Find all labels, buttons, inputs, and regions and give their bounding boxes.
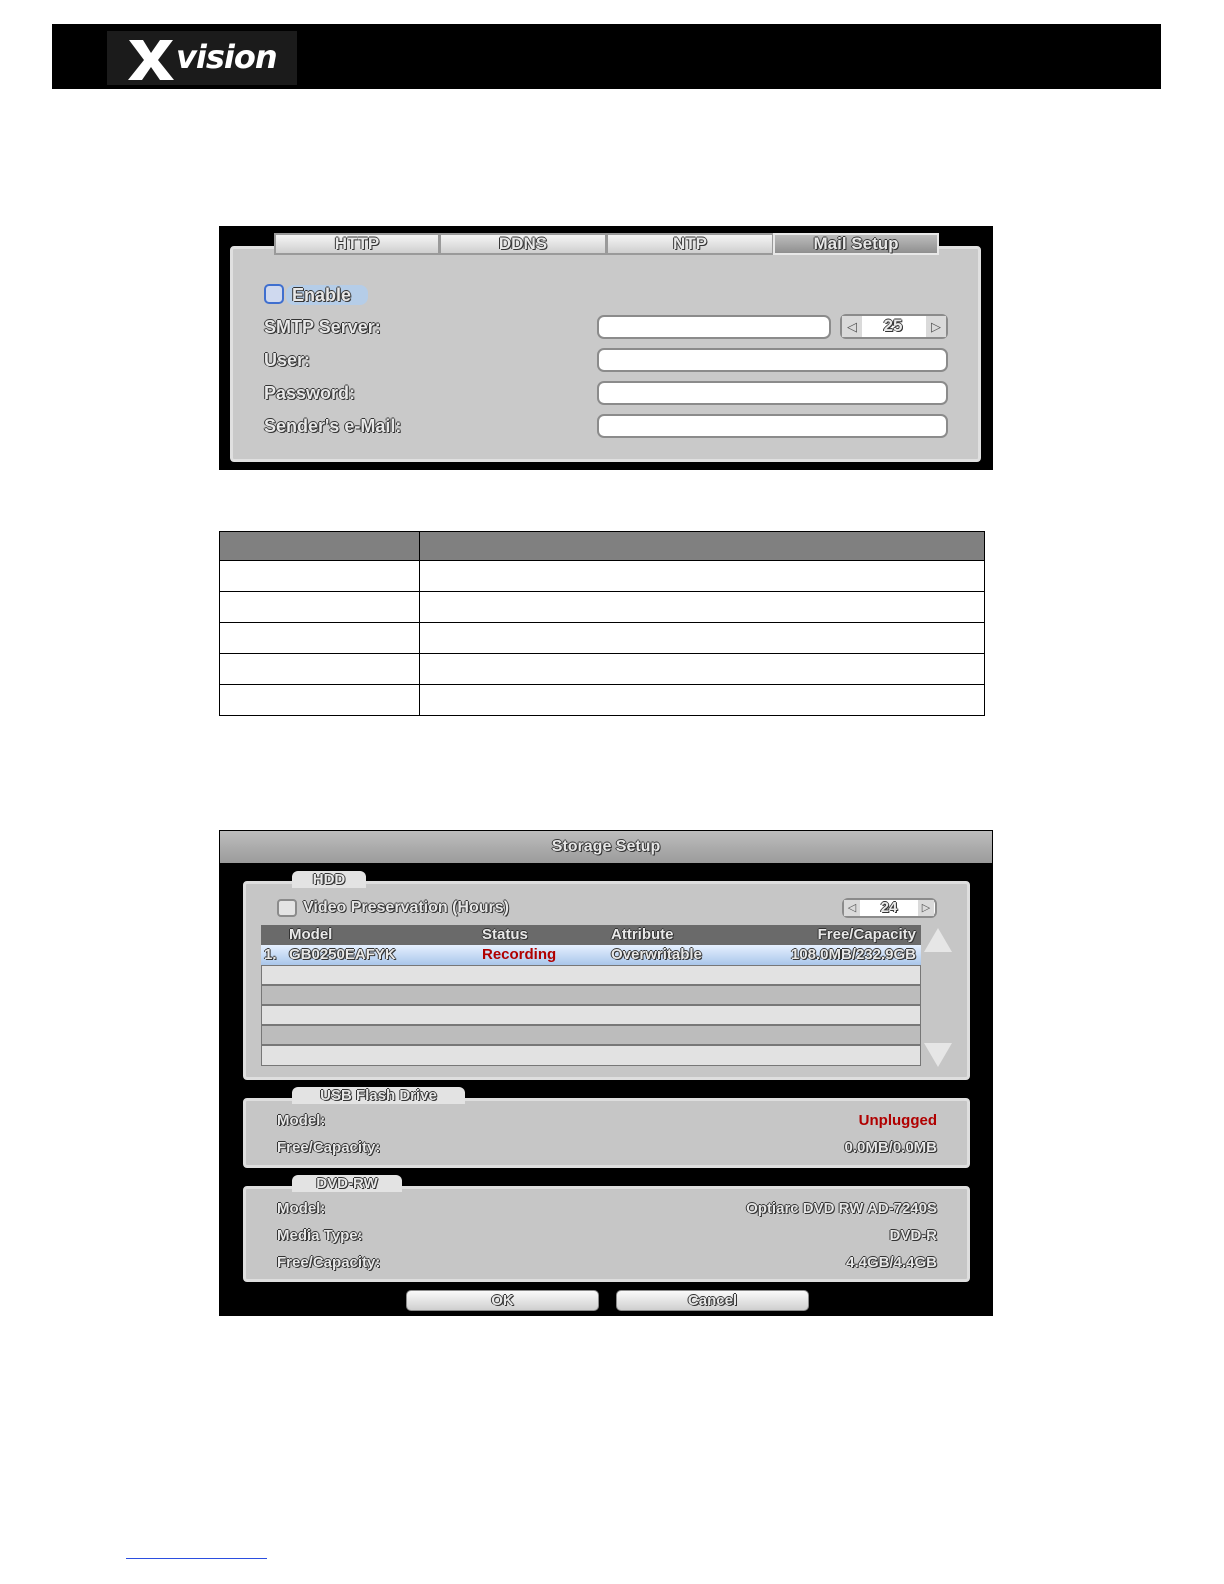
enable-checkbox[interactable] xyxy=(264,284,284,304)
table-row xyxy=(220,654,985,685)
hdd-row-index: 1. xyxy=(264,946,277,963)
list-item[interactable] xyxy=(261,985,921,1005)
enable-label: Enable xyxy=(292,285,352,305)
list-item[interactable] xyxy=(261,1025,921,1045)
table-cell xyxy=(220,561,420,592)
table-cell xyxy=(420,592,985,623)
hdd-row-model: GB0250EAFYK xyxy=(289,946,396,963)
cancel-button[interactable]: Cancel xyxy=(616,1290,809,1311)
scroll-up-icon[interactable] xyxy=(924,928,952,952)
table-row xyxy=(220,623,985,654)
tab-ntp[interactable]: NTP xyxy=(606,233,774,255)
dvd-model-label: Model: xyxy=(277,1200,326,1217)
list-item[interactable] xyxy=(261,1005,921,1025)
video-preservation-label: Video Preservation (Hours) xyxy=(303,899,509,916)
table-row xyxy=(220,685,985,716)
port-increment-icon[interactable]: ▷ xyxy=(926,316,946,337)
list-item[interactable] xyxy=(261,965,921,985)
usb-free-label: Free/Capacity: xyxy=(277,1139,381,1156)
smtp-server-field[interactable] xyxy=(597,315,831,339)
dvd-group-label: DVD-RW xyxy=(292,1175,402,1192)
usb-group-label: USB Flash Drive xyxy=(292,1087,465,1104)
table-cell xyxy=(420,654,985,685)
usb-free-value: 0.0MB/0.0MB xyxy=(844,1139,937,1156)
tab-ddns[interactable]: DDNS xyxy=(439,233,607,255)
preservation-decrement-icon[interactable]: ◁ xyxy=(844,900,860,916)
preservation-increment-icon[interactable]: ▷ xyxy=(918,900,934,916)
smtp-port-value: 25 xyxy=(883,316,903,335)
table-header-cell xyxy=(420,532,985,561)
dvd-free-value: 4.4GB/4.4GB xyxy=(846,1254,937,1271)
dvd-media-label: Media Type: xyxy=(277,1227,363,1244)
storage-setup-title: Storage Setup xyxy=(220,831,992,863)
footer-link-underline xyxy=(126,1558,267,1559)
user-label: User: xyxy=(264,350,311,370)
hdd-row-status: Recording xyxy=(482,946,557,963)
table-cell xyxy=(220,592,420,623)
table-header-row xyxy=(220,532,985,561)
usb-model-label: Model: xyxy=(277,1112,326,1129)
table-cell xyxy=(220,654,420,685)
list-item[interactable] xyxy=(261,1045,921,1066)
brand-logo-text: vision xyxy=(176,38,277,76)
port-decrement-icon[interactable]: ◁ xyxy=(842,316,862,337)
password-field[interactable] xyxy=(597,381,948,405)
hdd-row-attribute: Overwritable xyxy=(611,946,702,963)
table-cell xyxy=(220,623,420,654)
sender-email-field[interactable] xyxy=(597,414,948,438)
settings-table xyxy=(219,531,985,716)
column-header-status: Status xyxy=(482,926,528,943)
smtp-server-label: SMTP Server: xyxy=(264,317,381,337)
tab-http[interactable]: HTTP xyxy=(274,233,440,255)
table-row xyxy=(220,592,985,623)
scroll-down-icon[interactable] xyxy=(924,1043,952,1067)
dvd-model-value: Optiarc DVD RW AD-7240S xyxy=(746,1200,937,1217)
table-cell xyxy=(420,685,985,716)
table-row xyxy=(220,561,985,592)
dvd-free-label: Free/Capacity: xyxy=(277,1254,381,1271)
dvd-media-value: DVD-R xyxy=(889,1227,937,1244)
video-preservation-value: 24 xyxy=(880,899,898,916)
usb-group xyxy=(243,1098,970,1168)
user-field[interactable] xyxy=(597,348,948,372)
sender-email-label: Sender's e-Mail: xyxy=(264,416,402,436)
column-header-model: Model xyxy=(289,926,333,943)
ok-button[interactable]: OK xyxy=(406,1290,599,1311)
table-cell xyxy=(420,623,985,654)
password-label: Password: xyxy=(264,383,356,403)
table-cell xyxy=(220,685,420,716)
tab-mail-setup[interactable]: Mail Setup xyxy=(773,233,939,255)
hdd-group-label: HDD xyxy=(292,871,366,888)
video-preservation-checkbox[interactable] xyxy=(277,899,297,917)
usb-model-value: Unplugged xyxy=(858,1112,937,1129)
hdd-row-free-capacity: 108.0MB/232.9GB xyxy=(790,946,916,963)
column-header-attribute: Attribute xyxy=(611,926,674,943)
column-header-free-capacity: Free/Capacity xyxy=(817,926,916,943)
table-cell xyxy=(420,561,985,592)
table-header-cell xyxy=(220,532,420,561)
